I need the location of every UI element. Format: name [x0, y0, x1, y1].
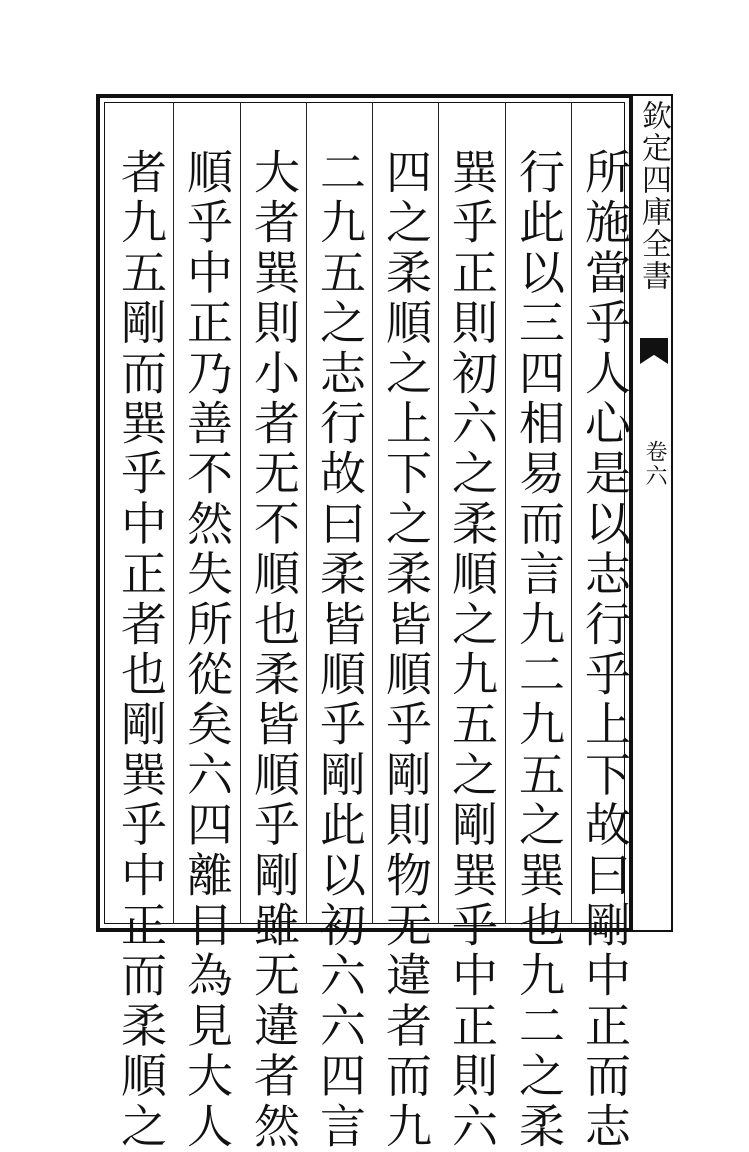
text-column-4: 四之柔順之上下之柔皆順乎剛則物无違者而九	[379, 148, 433, 1152]
column-divider	[571, 102, 572, 924]
text-column-3: 巽乎正則初六之柔順之九五之剛巽乎中正則六	[445, 148, 499, 1152]
column-divider	[306, 102, 307, 924]
text-column-8: 者九五剛而巽乎中正者也剛巽乎中正而柔順之	[114, 148, 168, 1152]
column-divider	[505, 102, 506, 924]
column-divider	[372, 102, 373, 924]
text-column-1: 所施當乎人心是以志行乎上下故曰剛中正而志	[578, 148, 632, 1152]
text-column-5: 二九五之志行故曰柔皆順乎剛此以初六六四言	[313, 148, 367, 1152]
book-title: 欽定四庫全書	[636, 100, 671, 292]
text-column-7: 順乎中正乃善不然失所從矣六四離目為見大人	[180, 148, 234, 1152]
column-divider	[240, 102, 241, 924]
volume-label: 卷六	[642, 440, 667, 488]
text-column-6: 大者巽則小者无不順也柔皆順乎剛雖无違者然	[247, 148, 301, 1152]
text-column-2: 行此以三四相易而言九二九五之巽也九二之柔	[512, 148, 566, 1152]
column-divider	[438, 102, 439, 924]
column-divider	[173, 102, 174, 924]
